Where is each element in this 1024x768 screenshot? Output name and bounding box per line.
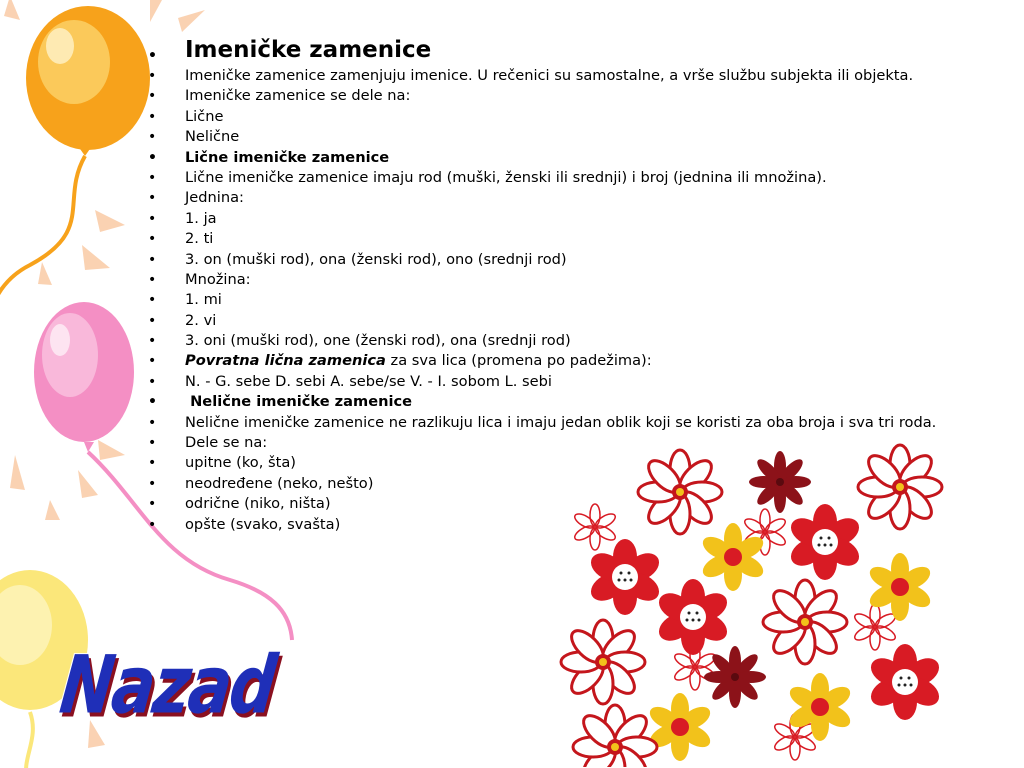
bullet-dot: •	[148, 455, 157, 472]
list-item: • Množina:	[148, 270, 251, 288]
bullet-dot: •	[148, 353, 157, 370]
bullet-dot: •	[148, 231, 157, 248]
list-item: • Povratna lična zamenica za sva lica (promena po padežima):	[148, 352, 652, 370]
bullet-dot: •	[148, 516, 157, 533]
list-item: • 1. mi	[148, 291, 222, 309]
list-item: • Lične imeničke zamenice imaju rod (muški, ženski ili srednji) i broj (jednina ili množina).	[148, 168, 827, 186]
list-item: • neodređene (neko, nešto)	[148, 474, 374, 492]
bullet-dot: •	[148, 48, 157, 64]
list-item: • Dele se na:	[148, 434, 268, 452]
bullet-dot: •	[148, 394, 157, 411]
list-item: • 3. on (muški rod), ona (ženski rod), ono (srednji rod)	[148, 250, 567, 268]
bullet-dot: •	[148, 373, 157, 390]
list-item: • odrične (niko, ništa)	[148, 495, 331, 513]
bullet-dot: •	[148, 108, 157, 125]
bullet-dot: •	[148, 333, 157, 350]
section-heading: • Lične imeničke zamenice	[148, 148, 390, 166]
slide-title: • Imeničke zamenice	[148, 36, 968, 64]
bullet-dot: •	[148, 190, 157, 207]
bullet-dot: •	[148, 496, 157, 513]
emphasis-text: Povratna lična zamenica	[185, 352, 386, 370]
list-item: • Imeničke zamenice se dele na:	[148, 87, 411, 105]
bullet-dot: •	[148, 271, 157, 288]
back-button[interactable]: Nazad	[55, 640, 280, 733]
bullet-dot: •	[148, 68, 157, 84]
bullet-dot: •	[148, 88, 157, 105]
list-item: • Jednina:	[148, 189, 244, 207]
list-item: • Imeničke zamenice zamenjuju imenice. U rečenici su samostalne, a vrše službu subjekta ili objekta.	[148, 67, 914, 84]
bullet-dot: •	[148, 169, 157, 186]
bullet-dot: •	[148, 292, 157, 309]
bullet-dot: •	[148, 475, 157, 492]
list-item: • opšte (svako, svašta)	[148, 515, 341, 533]
list-item: • 2. vi	[148, 311, 217, 329]
list-item: • 2. ti	[148, 230, 214, 248]
bullet-dot: •	[148, 435, 157, 452]
section-heading: • Nelične imeničke zamenice	[148, 393, 413, 411]
bullet-dot: •	[148, 414, 157, 431]
list-item: • Nelične	[148, 128, 240, 146]
flowers-image	[545, 437, 965, 767]
orange-balloon-icon	[0, 6, 150, 300]
bullet-dot: •	[148, 149, 157, 166]
bullet-dot: •	[148, 312, 157, 329]
list-item: • N. - G. sebe D. sebi A. sebe/se V. - I. sobom L. sebi	[148, 372, 552, 390]
bullet-dot: •	[148, 210, 157, 227]
bullet-dot: •	[148, 129, 157, 146]
list-item: • upitne (ko, šta)	[148, 454, 296, 472]
list-item: • Nelične imeničke zamenice ne razlikuju lica i imaju jedan oblik koji se koristi za oba broja i sva tri roda.	[148, 413, 937, 431]
bullet-dot: •	[148, 251, 157, 268]
list-item: • 1. ja	[148, 209, 217, 227]
list-item: • Lične	[148, 107, 224, 125]
list-item: • 3. oni (muški rod), one (ženski rod), ona (srednji rod)	[148, 332, 571, 350]
